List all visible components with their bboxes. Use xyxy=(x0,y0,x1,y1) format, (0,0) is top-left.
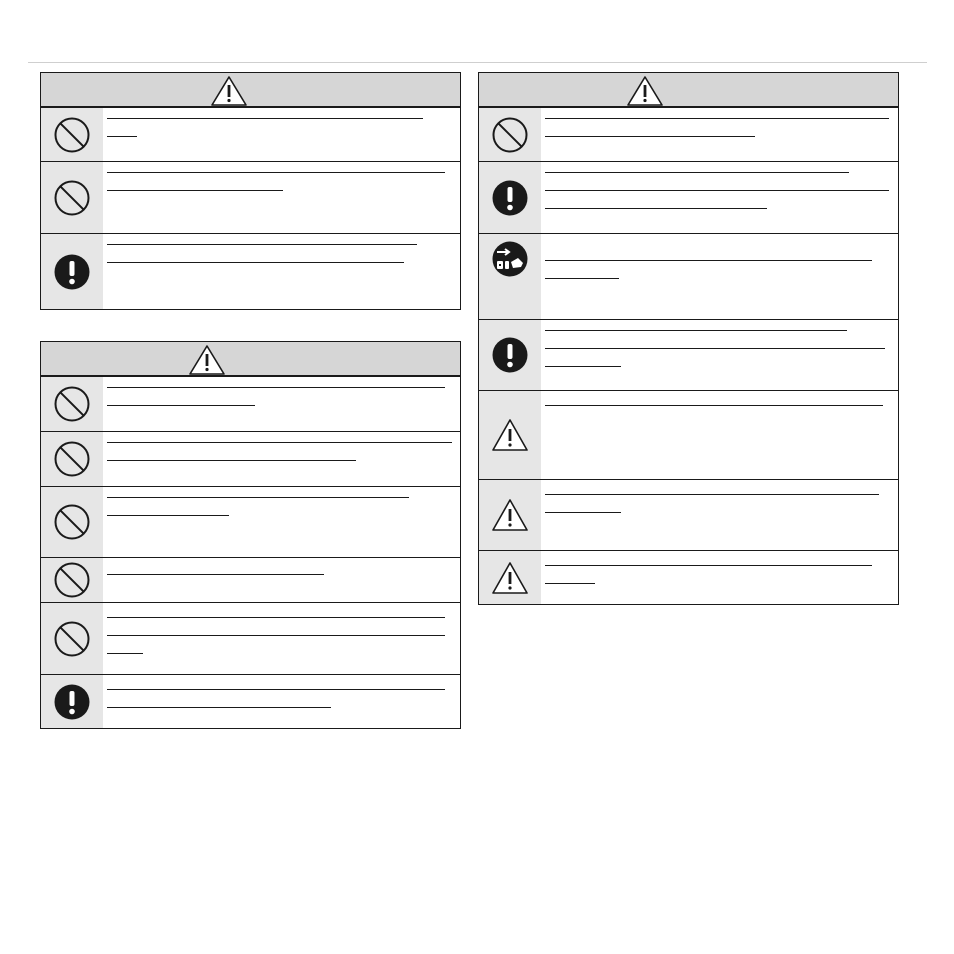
warning-triangle-icon xyxy=(188,344,226,376)
prohibition-icon xyxy=(53,116,91,154)
row-text xyxy=(103,487,460,557)
prohibition-icon xyxy=(53,440,91,478)
warning-panel-left-bottom xyxy=(40,341,461,729)
warning-row xyxy=(41,602,460,674)
prohibition-icon xyxy=(491,116,529,154)
warning-row xyxy=(41,557,460,602)
row-text xyxy=(541,108,898,161)
panel-header xyxy=(479,73,898,107)
prohibition-icon xyxy=(53,561,91,599)
warning-row xyxy=(41,161,460,233)
panel-header xyxy=(41,342,460,376)
warning-panel-right xyxy=(478,72,899,605)
warning-row xyxy=(479,390,898,479)
row-text xyxy=(103,234,460,309)
row-text xyxy=(541,551,898,604)
warning-row xyxy=(479,107,898,161)
row-text xyxy=(103,675,460,728)
warning-triangle-icon xyxy=(210,75,248,107)
warning-row xyxy=(479,479,898,550)
mandatory-action-icon xyxy=(491,179,529,217)
warning-row xyxy=(479,550,898,604)
warning-row xyxy=(41,233,460,309)
warning-row xyxy=(479,319,898,390)
row-text xyxy=(541,162,898,233)
warning-row xyxy=(41,376,460,431)
row-text xyxy=(103,377,460,431)
row-text xyxy=(103,432,460,486)
warning-row xyxy=(41,107,460,161)
row-text xyxy=(103,558,460,602)
warning-panel-left-top xyxy=(40,72,461,310)
warning-triangle-icon xyxy=(626,75,664,107)
prohibition-icon xyxy=(53,503,91,541)
caution-triangle-icon xyxy=(491,561,529,595)
warning-row xyxy=(479,161,898,233)
row-text xyxy=(541,234,898,319)
row-text xyxy=(103,108,460,161)
row-text xyxy=(541,320,898,390)
caution-triangle-icon xyxy=(491,498,529,532)
caution-triangle-icon xyxy=(491,418,529,452)
prohibition-icon xyxy=(53,620,91,658)
row-text xyxy=(541,480,898,550)
row-text xyxy=(541,391,898,479)
warning-row xyxy=(41,486,460,557)
row-text xyxy=(103,162,460,233)
prohibition-icon xyxy=(53,179,91,217)
unplug-icon xyxy=(491,240,529,278)
mandatory-action-icon xyxy=(53,253,91,291)
row-text xyxy=(103,603,460,674)
prohibition-icon xyxy=(53,385,91,423)
panel-header xyxy=(41,73,460,107)
mandatory-action-icon xyxy=(491,336,529,374)
warning-row xyxy=(41,674,460,728)
warning-row xyxy=(479,233,898,319)
warning-row xyxy=(41,431,460,486)
mandatory-action-icon xyxy=(53,683,91,721)
top-rule xyxy=(28,62,927,63)
